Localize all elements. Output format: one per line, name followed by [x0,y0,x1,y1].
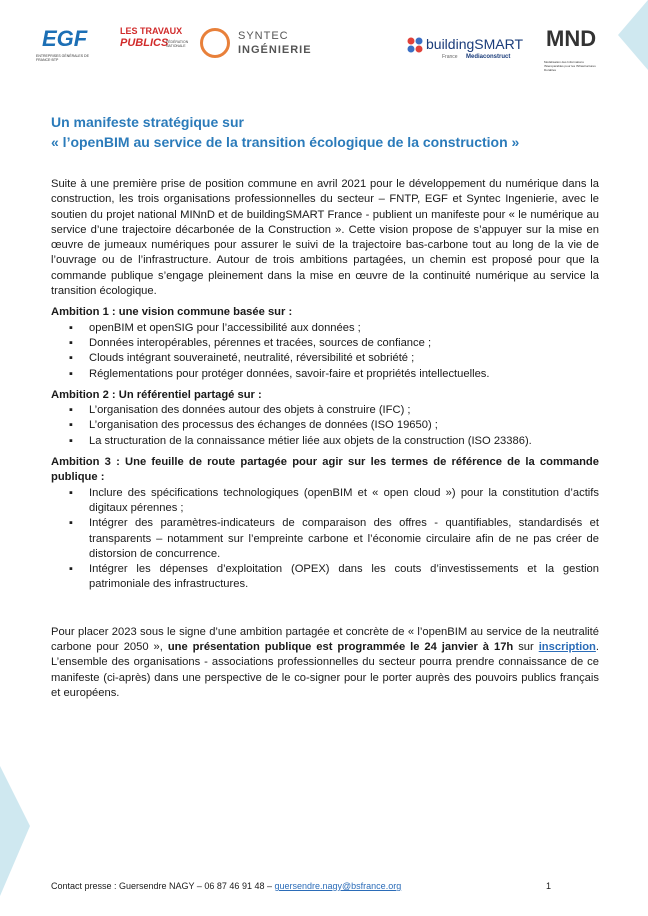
list-item: ▪ L’organisation des processus des échanges de données (ISO 19650) ; [51,418,599,433]
list-item: ▪ Inclure des spécifications technologiques (openBIM et « open cloud ») pour la constitution d’actifs digitaux pérennes ; [51,486,599,517]
document-body [51,177,599,701]
press-email-link[interactable]: guersendre.nagy@bsfrance.org [274,881,402,891]
ambition-1-list [51,321,599,382]
page-number: 1 [546,881,552,891]
closing-paragraph: Pour placer 2023 sous le signe d’une ambition partagée et concrète de « l’openBIM au service de la neutralité carbone pour 2050 », une présentation publique est programmée le 24 janvier à 17h sur inscription. L’ensemble des organisations - associations professionnelles du secteur pourra prendre connaissance de ce manifeste (ci-après) dans une perspective de le co-signer pour le porter auprès des pouvoirs publics français et européens. [51,625,599,699]
list-item: ▪ L’organisation des données autour des objets à construire (IFC) ; [51,403,599,418]
egf-logo: EGF ENTREPRISES GÉNÉRALES DE FRANCE·BTP [36,26,89,62]
list-item: ▪ Clouds intégrant souveraineté, neutralité, réversibilité et sobriété ; [51,351,599,366]
ambition-2-list [51,403,599,449]
inscription-link[interactable]: inscription [538,641,596,654]
travaux-publics-logo: LES TRAVAUX PUBLICS FÉDÉRATION NATIONALE [120,26,189,49]
list-item: ▪ Données interopérables, pérennes et tracées, sources de confiance ; [51,336,599,351]
buildingsmart-logo: buildingSMART France Mediaconstruct [406,14,526,70]
list-item: ▪ Réglementations pour protéger données, savoir-faire et propriétés intellectuelles. [51,367,599,382]
ambition-2-title: Ambition 2 : Un référentiel partagé sur : [51,388,262,401]
corner-decoration [608,0,648,70]
ambition-3-list [51,486,599,593]
list-item: ▪ Intégrer des paramètres-indicateurs de comparaison des offres - quantifiables, standardisés et transparents – notamment sur l’empreinte carbone et l’économie circulaire afin de ne pas créer de distorsion de concurrence. [51,516,599,562]
ambition-1-title: Ambition 1 : une vision commune basée sur : [51,306,293,319]
syntec-circle-icon [200,28,230,58]
corner-decoration [0,766,40,896]
intro-paragraph: Suite à une première prise de position commune en avril 2021 pour le développement du numérique dans la construction, les trois organisations professionnelles du secteur – FNTP, EGF et Syntec Ingenierie, avec le soutien du projet national MINnD et de buildingSMART France - publient un manifeste pour « le numérique au service d’une trajectoire décarbonée de la Construction ». Cette vision propose de s’appuyer sur la mise en œuvre de jumeaux numériques pour assurer le suivi de la trajectoire bas-carbone tout au long de la vie de l’ouvrage ou de l’infrastructure. Autour de trois ambitions partagées, un chemin est proposé pour que la commande publique s’engage pleinement dans la mise en œuvre de la continuité numérique au service la transition écologique. [51,178,599,298]
list-item: ▪ La structuration de la connaissance métier liée aux objets de la construction (ISO 23386). [51,434,599,449]
footer-contact: Contact presse : Guersendre NAGY – 06 87 46 91 48 – guersendre.nagy@bsfrance.org [51,881,402,891]
buildingsmart-dots-icon [406,36,424,54]
list-item: ▪ Intégrer les dépenses d’exploitation (OPEX) dans les couts d’investissements et la gestion patrimoniale des infrastructures. [51,562,599,593]
minnd-logo: MND Modélisation des Informations INteropérables pour les INfrastructures Durables [544,26,597,72]
page-title: Un manifeste stratégique sur « l’openBIM au service de la transition écologique de la construction » [51,114,520,150]
partner-logos [36,14,612,74]
list-item: ▪ openBIM et openSIG pour l’accessibilité aux données ; [51,321,599,336]
syntec-logo: SYNTEC INGÉNIERIE [200,14,320,70]
ambition-3-title: Ambition 3 : Une feuille de route partagée pour agir sur les termes de référence de la commande publique : [51,456,599,484]
